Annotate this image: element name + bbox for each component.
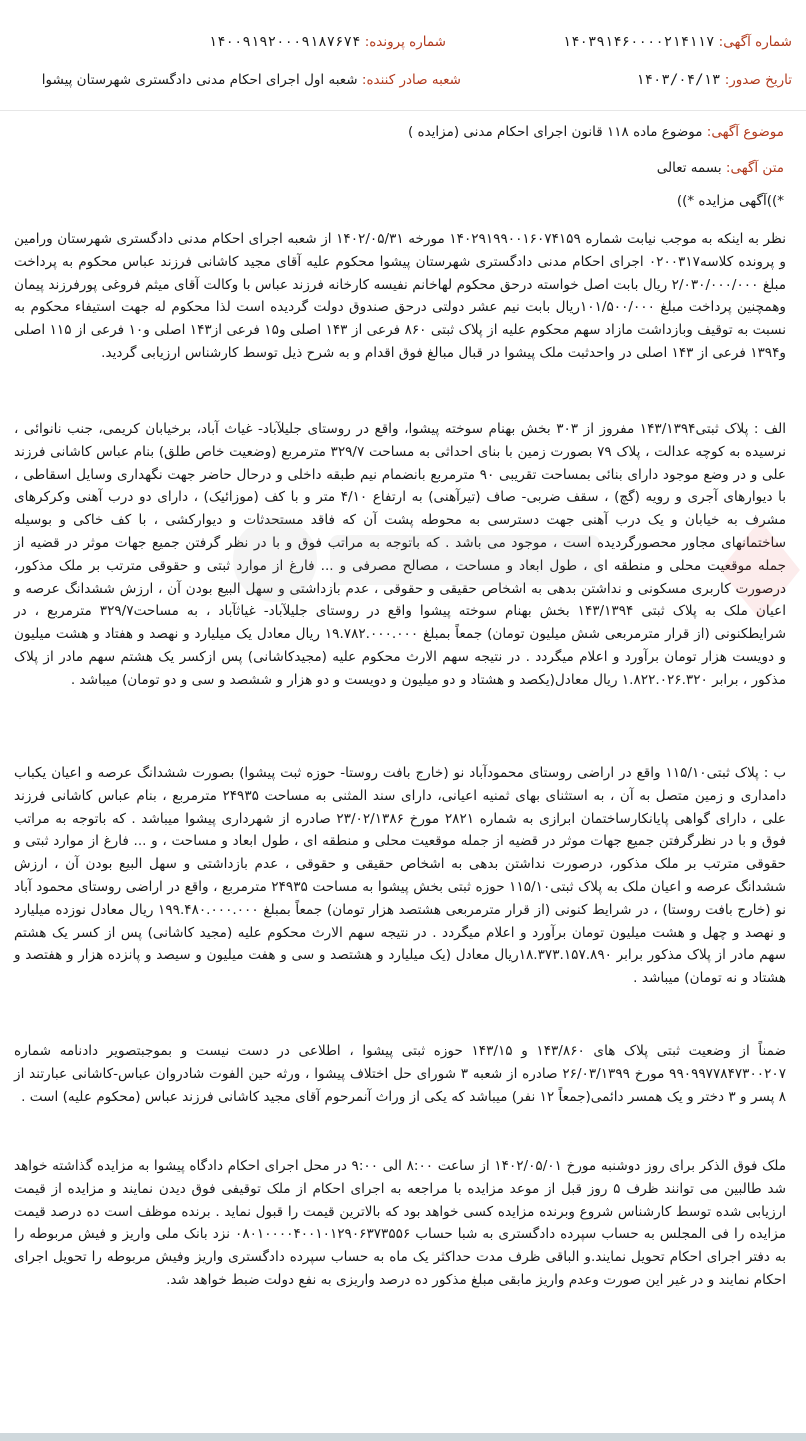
file-number-row (209, 34, 446, 50)
paragraph-text: ضمناً از وضعیت ثبتی پلاک های ۱۴۳/۸۶۰ و ۱۴۳/۱۵ حوزه ثبتی پیشوا ، اطلاعی در دست نیست و بموجبتصویر دادنامه شماره ۹۹۰۹۹۷۷۸۴۷۳۰۰۲۰۷ مورخ ۲۶/۰۳/۱۳۹۹ صادره از شعبه ۳ شورای حل اختلاف پیشوا ، ورثه حین الفوت شادروان عباس-کاشانی عبارتند از ۸ پسر و ۳ دختر و یک همسر دائمی(جمعاً ۱۲ نفر) میباشد که یکی از وراث آنمرحوم آقای مجید کاشانی فرزند عباس (محکوم علیه) است . (14, 1043, 786, 1105)
text-label-row (14, 160, 784, 176)
paragraph-property-a (14, 418, 786, 692)
bismillah: بسمه تعالی (656, 160, 722, 176)
issuer-label: شعبه صادر کننده: (361, 72, 461, 88)
paragraph-text: ملک فوق الذکر برای روز دوشنبه مورخ ۱۴۰۲/۰۵/۰۱ از ساعت ۸:۰۰ الی ۹:۰۰ در محل اجرای احکام دادگاه پیشوا به مزایده گذاشته خواهد شد طالبین می توانند ظرف ۵ روز قبل از موعد مزایده با مراجعه به اجرای احکام از ملک توقیفی فوق دیدن نمایند و مزایده از قیمت ارزیابی شده توسط کارشناس شروع وبرنده مزایده کسی خواهد بود که بالاترین قیمت را قبول نماید . برنده موظف است ده درصد قیمت مزایده را فی المجلس به حساب سپرده دادگستری به شبا حساب ۰۸۰۱۰۰۰۰۴۰۰۱۰۱۲۹۰۶۳۷۳۵۵۶ نزد بانک ملی واریز و فیش مربوطه را به دفتر اجرای احکام تحویل نمایند.و الباقی ظرف مدت حداکثر یک ماه به حساب سپرده دادگستری واریز وفیش مربوطه را تحویل اجرای احکام نمایند و در غیر این صورت وعدم واریز مابقی مبلغ مذکور ده درصد واریزی به نفع دولت ضبط خواهد شد. (14, 1158, 787, 1288)
file-number-value: ۱۴۰۰۹۱۹۲۰۰۰۹۱۸۷۶۷۴ (208, 34, 361, 50)
paragraph-intro (14, 228, 786, 365)
paragraph-property-b (14, 762, 786, 990)
paragraph-text: الف : پلاک ثبتی۱۴۳/۱۳۹۴ مفروز از ۳۰۳ بخش بهنام سوخته پیشوا، واقع در روستای جلیلآباد- غیاث آباد، برخیابان کریمی، جنب نانوائی ، نرسیده به کوچه عدالت ، پلاک ۷۹ بصورت زمین با بنای احداثی به مساحت ۳۲۹/۷ مترمربع (وضعیت خاص طلق) بنام عباس کاشانی فرزند علی و در وضع موجود دارای بنائی بمساحت تقریبی ۹۰ مترمربع بانضمام نیم طبقه داخلی و درحال حاضر جهت نگهداری وسایل اسقاطی ، با دیوارهای آجری و رویه (گچ) ، سقف ضربی- صاف (تیرآهنی) به ارتفاع ۴/۱۰ متر و با کف (موزائیک) ، دارای دو درب آهنی وکرکرهای مشرف به خیابان و یک درب آهنی جهت دسترسی به محوطه پشت آن که فاقد مستحدثات و دیوارکشی ، با کف خاکی و بوسیله ساختمانهای مجاور محصورگردیده است ، موجود می باشد . که باتوجه به مراتب فوق و با در نظر گرفتن جمیع جهات موثر در قضیه از جمله موقعیت محلی و منطقه ای ، طول ابعاد و مساحت ، مصالح مصرفی و ... فارغ از موارد ثبتی و حقوقی مترتب بر ملک مذکور، درصورت کاربری مسکونی و نداشتن بدهی به اشخاص حقیقی و حقوقی ، عدم بازداشتی و سهل البیع بودن آن ، ارزش ششدانگ عرصه و اعیان ملک به پلاک ثبتی ۱۴۳/۱۳۹۴ بخش بهنام سوخته پیشوا واقع در روستای جلیلآباد- غیاثآباد ، به مساحت۳۲۹/۷ مترمربع ، در شرایطکنونی (از قرار مترمربعی شش میلیون تومان) جمعاً بمبلغ ۱۹.۷۸۲.۰۰۰.۰۰۰ ریال معادل یک میلیارد و نهصد و هفتاد و هشت میلیون و دویست هزار تومان برآورد و اعلام میگردد . در نتیجه سهم الارث محکوم علیه (مجیدکاشانی) پس ازکسر یک هشتم سهم مادر از پلاک مذکور ، برابر ۱.۸۲۲.۰۲۶.۳۲۰ ریال معادل(یکصد و هشتاد و دو میلیون و دویست و دو هزار و ششصد و سی و دو تومان) میباشد . (14, 421, 787, 688)
issue-date-value: ۱۴۰۳/۰۴/۱۳ (636, 72, 721, 88)
notice-title: *))آگهی مزایده *)) (676, 193, 784, 209)
paragraph-auction-terms (14, 1155, 786, 1292)
file-number-label: شماره پرونده: (364, 34, 446, 50)
header-divider (0, 110, 806, 111)
issue-date-row (636, 72, 792, 88)
paragraph-heirs (14, 1040, 786, 1108)
ad-number-row (563, 34, 792, 50)
ad-number-value: ۱۴۰۳۹۱۴۶۰۰۰۰۲۱۴۱۱۷ (562, 34, 715, 50)
ad-number-label: شماره آگهی: (718, 34, 792, 50)
bottom-bar (0, 1433, 806, 1441)
paragraph-text: ب : پلاک ثبتی۱۱۵/۱۰ واقع در اراضی روستای محمودآباد نو (خارج بافت روستا- حوزه ثبت پیشوا) بصورت ششدانگ عرصه و اعیان یکباب دامداری و زمین متصل به آن ، به استثنای بهای ثمنیه اعیانی، دارای سند المثنی به مساحت ۲۴۹۳۵ مترمربع ، بنام عباس کاشانی فرزند علی ، دارای گواهی پایانکارساختمان ابرازی به شماره ۲۸۲۱ مورخ ۲۳/۰۲/۱۳۸۶ صادره از شهرداری پیشوا میباشد . که باتوجه به مراتب فوق و با در نظرگرفتن جمیع جهات موثر در قضیه از جمله موقعیت محلی و منطقه ای ، طول ابعاد و مساحت ، و ... فارغ از موارد ثبتی و حقوقی مترتب بر ملک مذکور، درصورت نداشتن بدهی به اشخاص حقیقی و حقوقی ، عدم بازداشتی و سهل البیع بودن آن ، ارزش ششدانگ عرصه و اعیان ملک به پلاک ثبتی۱۱۵/۱۰ حوزه ثبتی بخش پیشوا به مساحت ۲۴۹۳۵ مترمربع ، واقع در اراضی روستای محمود آباد نو (خارج بافت روستا) ، در شرایط کنونی (از قرار مترمربعی هشتصد هزار تومان) جمعاً بمبلغ ۱۹۹.۴۸۰.۰۰۰.۰۰۰ ریال معادل نوزده میلیارد و نهصد و چهل و هشت میلیون تومان برآورد و اعلام میگردد . در نتیجه سهم الارث محکوم علیه (مجید کاشانی) پس از کسر یک هشتم سهم مادر از پلاک مذکور برابر ۱۸.۳۷۳.۱۵۷.۸۹۰ریال معادل (یک میلیارد و هشتصد و سی و هفت میلیون و سیصد و پانزده هزار و هفتصد و هشتاد و نه تومان) میباشد . (14, 765, 787, 987)
subject-row (14, 124, 784, 140)
text-label: متن آگهی: (725, 160, 784, 176)
issuer-value: شعبه اول اجرای احکام مدنی دادگستری شهرستان پیشوا (41, 72, 358, 88)
issue-date-label: تاریخ صدور: (724, 72, 792, 88)
subject-value: موضوع ماده ۱۱۸ قانون اجرای احکام مدنی (مزایده ) (407, 124, 703, 140)
issuer-row (42, 72, 461, 88)
subject-label: موضوع آگهی: (706, 124, 784, 140)
paragraph-text: نظر به اینکه به موجب نیابت شماره ۱۴۰۲۹۱۹۹۰۰۱۶۰۷۴۱۵۹ مورخه ۱۴۰۲/۰۵/۳۱ از شعبه اجرای احکام مدنی دادگستری شهرستان ورامین و پرونده کلاسه۰۲۰۰۳۱۷ اجرای احکام مدنی دادگستری شهرستان پیشوا محکوم علیه آقای مجید کاشانی فرزند عباس محکوم به پرداخت مبلغ ۲/۰۳۰/۰۰۰/۰۰۰ ریال بابت اصل خواسته درحق محکوم لهاخانم نفیسه کارخانه فرزند عباس با وکالت آقای میثم فروغی پورفرزند پیمان وهمچنین پرداخت مبلغ ۱۰۱/۵۰۰/۰۰۰ریال بابت نیم عشر دولتی درحق صندوق دولت گردیده است لذا محکوم له جهت استیفاء محکوم به نسبت به توقیف وبازداشت مازاد سهم محکوم علیه از پلاک ثبتی ۸۶۰ فرعی از ۱۴۳ اصلی و۱۵ فرعی از۱۴۳ اصلی و۱۰ فرعی از ۱۱۵ اصلی و۱۳۹۴ فرعی از ۱۴۳ اصلی در واحدثبت ملک پیشوا در قبال مبالغ فوق اقدام و به شرح ذیل توسط کارشناس ارزیابی گردید. (14, 231, 787, 361)
